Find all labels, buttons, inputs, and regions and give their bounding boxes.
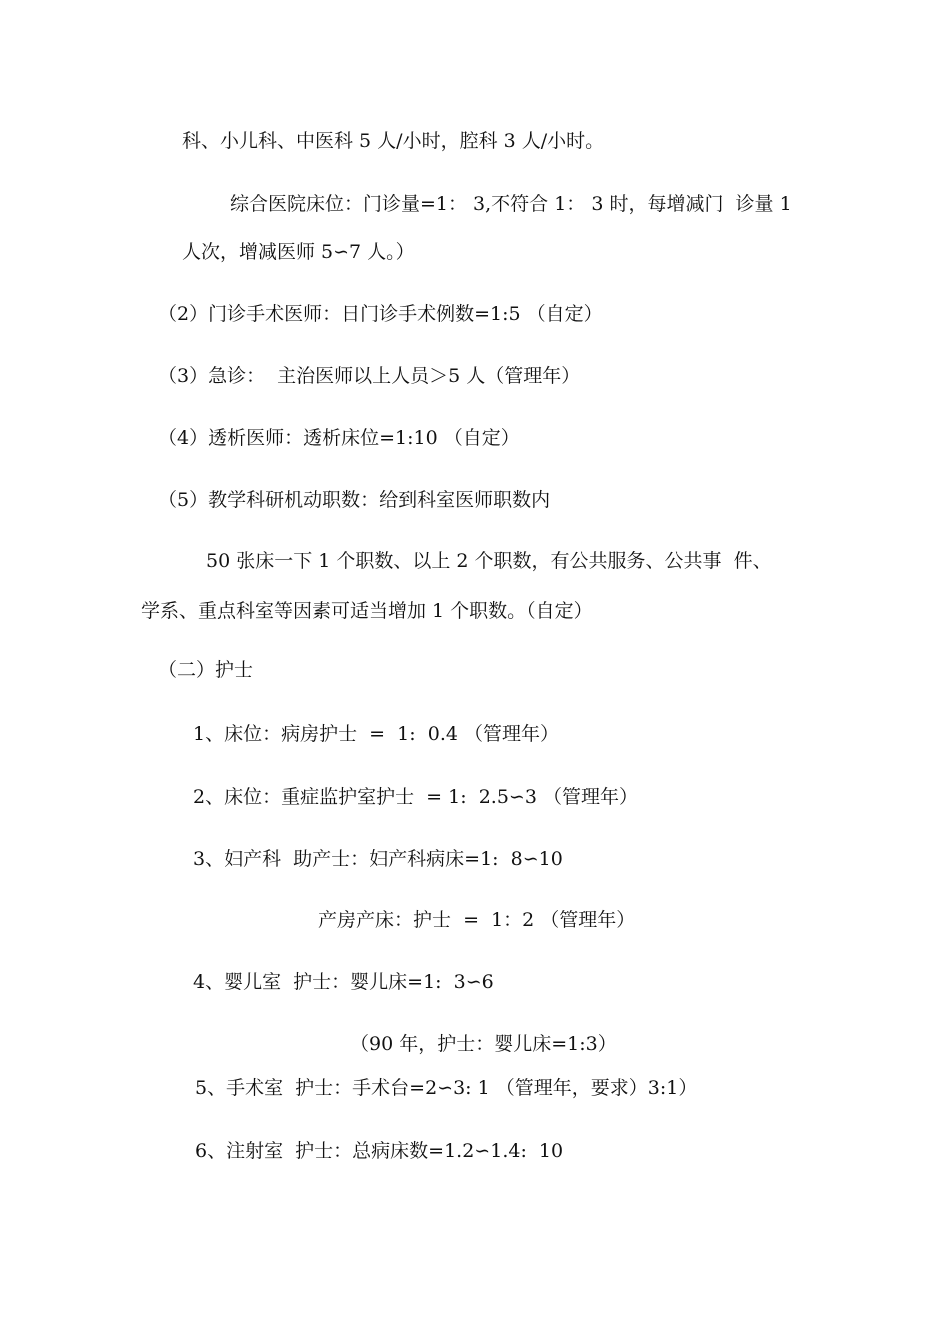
- list-item: （4）透析医师：透析床位=1:10 （自定）: [158, 427, 520, 449]
- list-item: 3、妇产科 助产士：妇产科病床=1: 8∽10: [193, 848, 563, 870]
- text-line: （90 年，护士：婴儿床=1:3）: [350, 1033, 617, 1055]
- text-line: 50 张床一下 1 个职数、以上 2 个职数，有公共服务、公共事 件、: [206, 550, 772, 572]
- list-item: 4、婴儿室 护士：婴儿床=1: 3∽6: [193, 971, 494, 993]
- text-line: 科、小儿科、中医科 5 人/小时，腔科 3 人/小时。: [182, 130, 605, 152]
- list-item: 5、手术室 护士：手术台=2∽3: 1 （管理年，要求）3:1）: [195, 1077, 698, 1099]
- text-line: 综合医院床位：门诊量=1： 3,不符合 1： 3 时，每增减门 诊量 1: [230, 193, 792, 215]
- list-item: （2）门诊手术医师：日门诊手术例数=1:5 （自定）: [158, 303, 603, 325]
- section-heading: （二）护士: [158, 659, 254, 681]
- text-line: 人次，增减医师 5∽7 人。）: [182, 241, 415, 263]
- list-item: （3）急诊： 主治医师以上人员＞5 人（管理年）: [158, 365, 581, 387]
- list-item: 2、床位：重症监护室护士 = 1: 2.5∽3 （管理年）: [193, 786, 638, 808]
- text-line: 学系、重点科室等因素可适当增加 1 个职数。（自定）: [141, 600, 593, 622]
- list-item: 6、注射室 护士：总病床数=1.2∽1.4: 10: [195, 1140, 564, 1162]
- list-item: （5）教学科研机动职数：给到科室医师职数内: [158, 489, 551, 511]
- list-item: 1、床位：病房护士 = 1: 0.4 （管理年）: [193, 723, 559, 745]
- text-line: 产房产床：护士 = 1：2 （管理年）: [318, 909, 636, 931]
